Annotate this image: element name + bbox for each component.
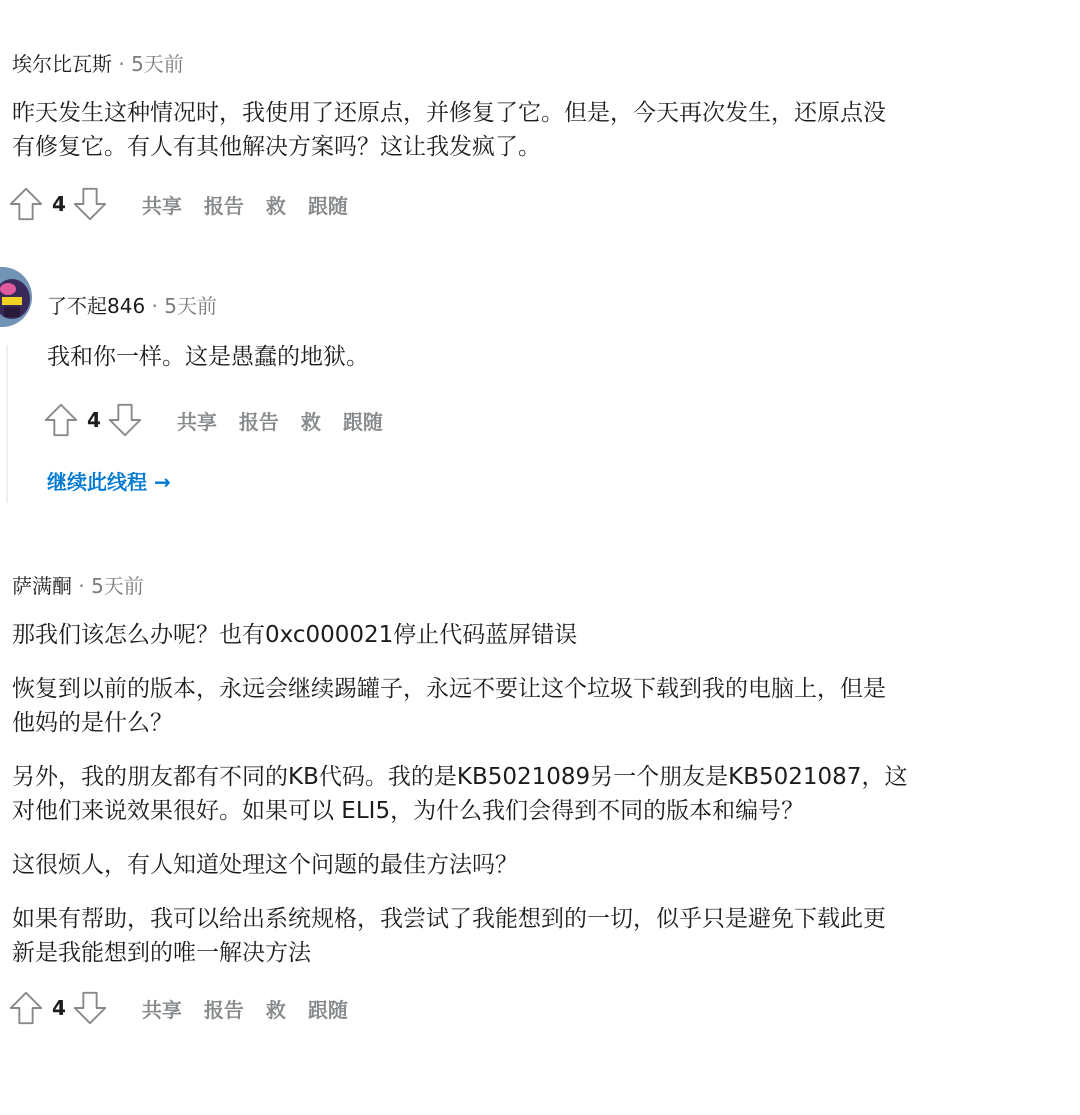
upvote-arrow-icon bbox=[42, 401, 80, 439]
comment-paragraph: 新是我能想到的唯一解决方法 bbox=[12, 940, 311, 966]
comment-author[interactable]: 了不起846 bbox=[47, 294, 146, 318]
comment bbox=[12, 572, 1012, 1028]
comment-paragraph: 另外，我的朋友都有不同的KB代码。我的是KB5021089另一个朋友是KB5021087，这 bbox=[12, 764, 908, 790]
comment-text: 有修复它。有人有其他解决方案吗？这让我发疯了。 bbox=[12, 134, 541, 160]
save-button[interactable]: 救 bbox=[300, 409, 321, 434]
comment-paragraph: 对他们来说效果很好。如果可以 ELI5，为什么我们会得到不同的版本和编号？ bbox=[12, 798, 805, 824]
downvote-button[interactable] bbox=[105, 400, 145, 440]
comment-text: 我和你一样。这是愚蠢的地狱。 bbox=[47, 344, 369, 370]
continue-thread-link[interactable]: 继续此线程 → bbox=[47, 470, 171, 494]
upvote-arrow-icon bbox=[7, 989, 45, 1027]
comment-meta bbox=[12, 572, 1012, 600]
comment-paragraph: 如果有帮助，我可以给出系统规格，我尝试了我能想到的一切，似乎只是避免下载此更 bbox=[12, 906, 886, 932]
comment-actions bbox=[6, 988, 1012, 1028]
comment-body bbox=[12, 618, 1012, 970]
report-button[interactable]: 报告 bbox=[238, 409, 279, 434]
comment-actions bbox=[41, 400, 1047, 440]
upvote-button[interactable] bbox=[6, 184, 46, 224]
comment-author[interactable]: 埃尔比瓦斯 bbox=[12, 52, 112, 76]
comment-timestamp[interactable]: 5天前 bbox=[164, 294, 217, 318]
downvote-arrow-icon bbox=[71, 185, 109, 223]
upvote-arrow-icon bbox=[7, 185, 45, 223]
follow-button[interactable]: 跟随 bbox=[307, 193, 348, 218]
share-button[interactable]: 共享 bbox=[141, 193, 182, 218]
follow-button[interactable]: 跟随 bbox=[342, 409, 383, 434]
upvote-button[interactable] bbox=[41, 400, 81, 440]
follow-button[interactable]: 跟随 bbox=[307, 997, 348, 1022]
meta-separator: · bbox=[78, 574, 85, 598]
comment-timestamp[interactable]: 5天前 bbox=[131, 52, 184, 76]
share-button[interactable]: 共享 bbox=[176, 409, 217, 434]
comment-text: 昨天发生这种情况时，我使用了还原点，并修复了它。但是，今天再次发生，还原点没 bbox=[12, 100, 886, 126]
comment-author[interactable]: 萨满酮 bbox=[12, 574, 72, 598]
vote-score: 4 bbox=[87, 408, 101, 432]
downvote-button[interactable] bbox=[70, 988, 110, 1028]
save-button[interactable]: 救 bbox=[265, 193, 286, 218]
upvote-button[interactable] bbox=[6, 988, 46, 1028]
comment-reply bbox=[47, 292, 1047, 495]
continue-thread-wrapper bbox=[47, 466, 1047, 495]
downvote-button[interactable] bbox=[70, 184, 110, 224]
comment bbox=[12, 50, 1012, 224]
comment-paragraph: 他妈的是什么？ bbox=[12, 710, 173, 736]
share-button[interactable]: 共享 bbox=[141, 997, 182, 1022]
comment-meta bbox=[47, 292, 1047, 320]
comment-paragraph: 那我们该怎么办呢？也有0xc000021停止代码蓝屏错误 bbox=[12, 622, 578, 648]
comment-body bbox=[12, 96, 1012, 164]
vote-score: 4 bbox=[52, 192, 66, 216]
report-button[interactable]: 报告 bbox=[203, 193, 244, 218]
comment-timestamp[interactable]: 5天前 bbox=[91, 574, 144, 598]
report-button[interactable]: 报告 bbox=[203, 997, 244, 1022]
meta-separator: · bbox=[151, 294, 158, 318]
downvote-arrow-icon bbox=[71, 989, 109, 1027]
comment-meta bbox=[12, 50, 1012, 78]
vote-score: 4 bbox=[52, 996, 66, 1020]
comment-actions bbox=[6, 184, 1012, 224]
thread-line[interactable] bbox=[6, 345, 8, 503]
meta-separator: · bbox=[118, 52, 125, 76]
downvote-arrow-icon bbox=[106, 401, 144, 439]
comment-paragraph: 恢复到以前的版本，永远会继续踢罐子，永远不要让这个垃圾下载到我的电脑上，但是 bbox=[12, 676, 886, 702]
comment-body bbox=[47, 340, 1047, 374]
save-button[interactable]: 救 bbox=[265, 997, 286, 1022]
avatar[interactable] bbox=[0, 267, 32, 327]
avatar-image bbox=[0, 267, 32, 327]
comment-paragraph: 这很烦人，有人知道处理这个问题的最佳方法吗？ bbox=[12, 852, 518, 878]
